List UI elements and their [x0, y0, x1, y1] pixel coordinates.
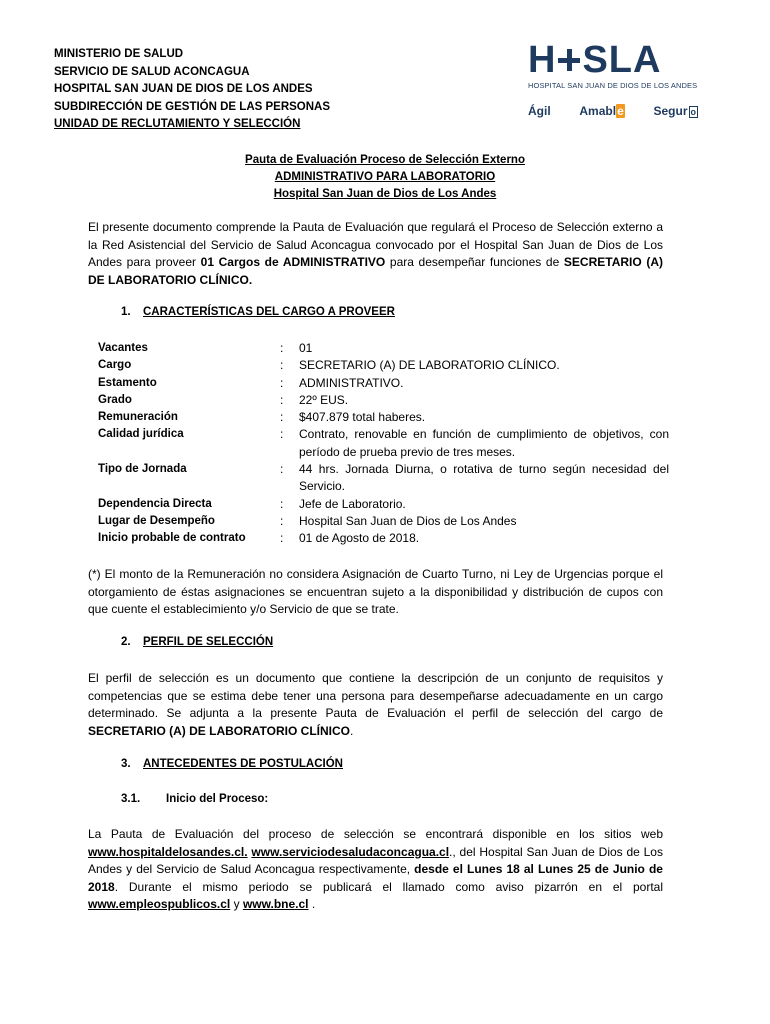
spec-row: Inicio probable de contrato : 01 de Agosto de 2018. — [98, 531, 420, 546]
section-3-1-heading: 3.1. Inicio del Proceso: — [121, 793, 269, 805]
intro-paragraph: El presente documento comprende la Pauta de Evaluación que regulará el Proceso de Selección externo a la Red Asistencial del Servicio de Salud Aconcagua convocado por el Hospital San Juan de Dios de Los Andes para proveer 01 Cargos de ADMINISTRATIVO para desempeñar funciones de SECRETARIO (A) DE LABORATORIO CLÍNICO. — [88, 220, 663, 287]
header-organization — [54, 46, 330, 134]
title-line-3: Hospital San Juan de Dios de Los Andes — [273, 188, 497, 200]
org-line-unit: UNIDAD DE RECLUTAMIENTO Y SELECCIÓN — [54, 118, 301, 130]
section-2-heading: 2. PERFIL DE SELECCIÓN — [121, 636, 274, 648]
section-1-heading: 1. CARACTERÍSTICAS DEL CARGO A PROVEER — [121, 306, 395, 318]
spec-row: Estamento : ADMINISTRATIVO. — [98, 375, 404, 390]
section-3-heading: 3. ANTECEDENTES DE POSTULACIÓN — [121, 758, 343, 770]
spec-row: Lugar de Desempeño : Hospital San Juan de Dios de Los Andes — [98, 513, 517, 528]
link-service-website[interactable]: www.serviciodesaludaconcagua.cl — [251, 844, 450, 859]
logo-wordmark — [528, 40, 698, 80]
hospital-logo — [528, 40, 698, 122]
logo-tag-seguro: Segur o — [653, 104, 696, 118]
logo-tag-agil: Ágil — [528, 104, 551, 118]
title-line-1: Pauta de Evaluación Proceso de Selección Externo — [245, 154, 525, 166]
title-line-2: ADMINISTRATIVO PARA LABORATORIO — [274, 171, 496, 183]
spec-row: Dependencia Directa : Jefe de Laboratorio. — [98, 496, 406, 511]
spec-row: Remuneración : $407.879 total haberes. — [98, 410, 426, 425]
logo-tag-amable: Amable — [579, 104, 624, 118]
logo-tagline — [528, 104, 698, 118]
logo-letter-h: H — [528, 39, 557, 81]
link-bne[interactable]: www.bne.cl — [242, 897, 309, 911]
perfil-paragraph: El perfil de selección es un documento que contiene la descripción de un conjunto de requisitos y competencias que se estima debe tener una persona para desempeñarse adecuadamente en un cargo determinado. Se adjunta a la presente Pauta de Evaluación el perfil de selección del cargo de SECRETARIO (A) DE LABORATORIO CLÍNICO. — [88, 671, 663, 738]
spec-row: Vacantes : 01 — [98, 341, 313, 355]
org-line-subdirection: SUBDIRECCIÓN DE GESTIÓN DE LAS PERSONAS — [54, 100, 331, 113]
cross-icon — [558, 45, 580, 75]
link-hospital-website[interactable]: www.hospitaldelosandes.cl. — [88, 844, 248, 859]
spec-row: Cargo : SECRETARIO (A) DE LABORATORIO CLÍNICO. — [98, 358, 560, 373]
link-empleos-publicos[interactable]: www.empleospublicos.cl — [88, 897, 231, 911]
remuneration-note: (*) El monto de la Remuneración no considera Asignación de Cuarto Turno, ni Ley de Urgencias porque el otorgamiento de éstas asignaciones se encuentran sujeto a la disponibilidad y distribución de cupos con que cuente el establecimiento y/o Servicio de que se trate. — [88, 567, 663, 616]
spec-row: Grado : 22º EUS. — [98, 392, 349, 407]
position-specs — [98, 340, 673, 548]
logo-subtitle: HOSPITAL SAN JUAN DE DIOS DE LOS ANDES — [528, 81, 698, 90]
inicio-paragraph: La Pauta de Evaluación del proceso de selección se encontrará disponible en los sitios web www.hospitaldelosandes.cl. www.serviciodesaludaconcagua.cl., del Hospital San Juan de Dios de Los Andes y del Servicio de Salud Aconcagua respectivamente, desde el Lunes 18 al Lunes 25 de Junio de 2018. Durante el mismo periodo se publicará el llamado como aviso pizarrón en el portal www.empleospublicos.cl y www.bne.cl . — [88, 827, 663, 911]
document-title — [0, 152, 770, 203]
spec-row: Calidad jurídica : Contrato, renovable en función de cumplimiento de objetivos, con período de prueba previo de tres meses. — [98, 427, 669, 459]
org-line-service: SERVICIO DE SALUD ACONCAGUA — [54, 65, 250, 78]
org-line-ministry: MINISTERIO DE SALUD — [54, 48, 184, 60]
org-line-hospital: HOSPITAL SAN JUAN DE DIOS DE LOS ANDES — [54, 83, 313, 95]
spec-row: Tipo de Jornada : 44 hrs. Jornada Diurna, o rotativa de turno según necesidad del Servicio. — [98, 462, 669, 494]
logo-letters-sla: SLA — [582, 39, 662, 81]
